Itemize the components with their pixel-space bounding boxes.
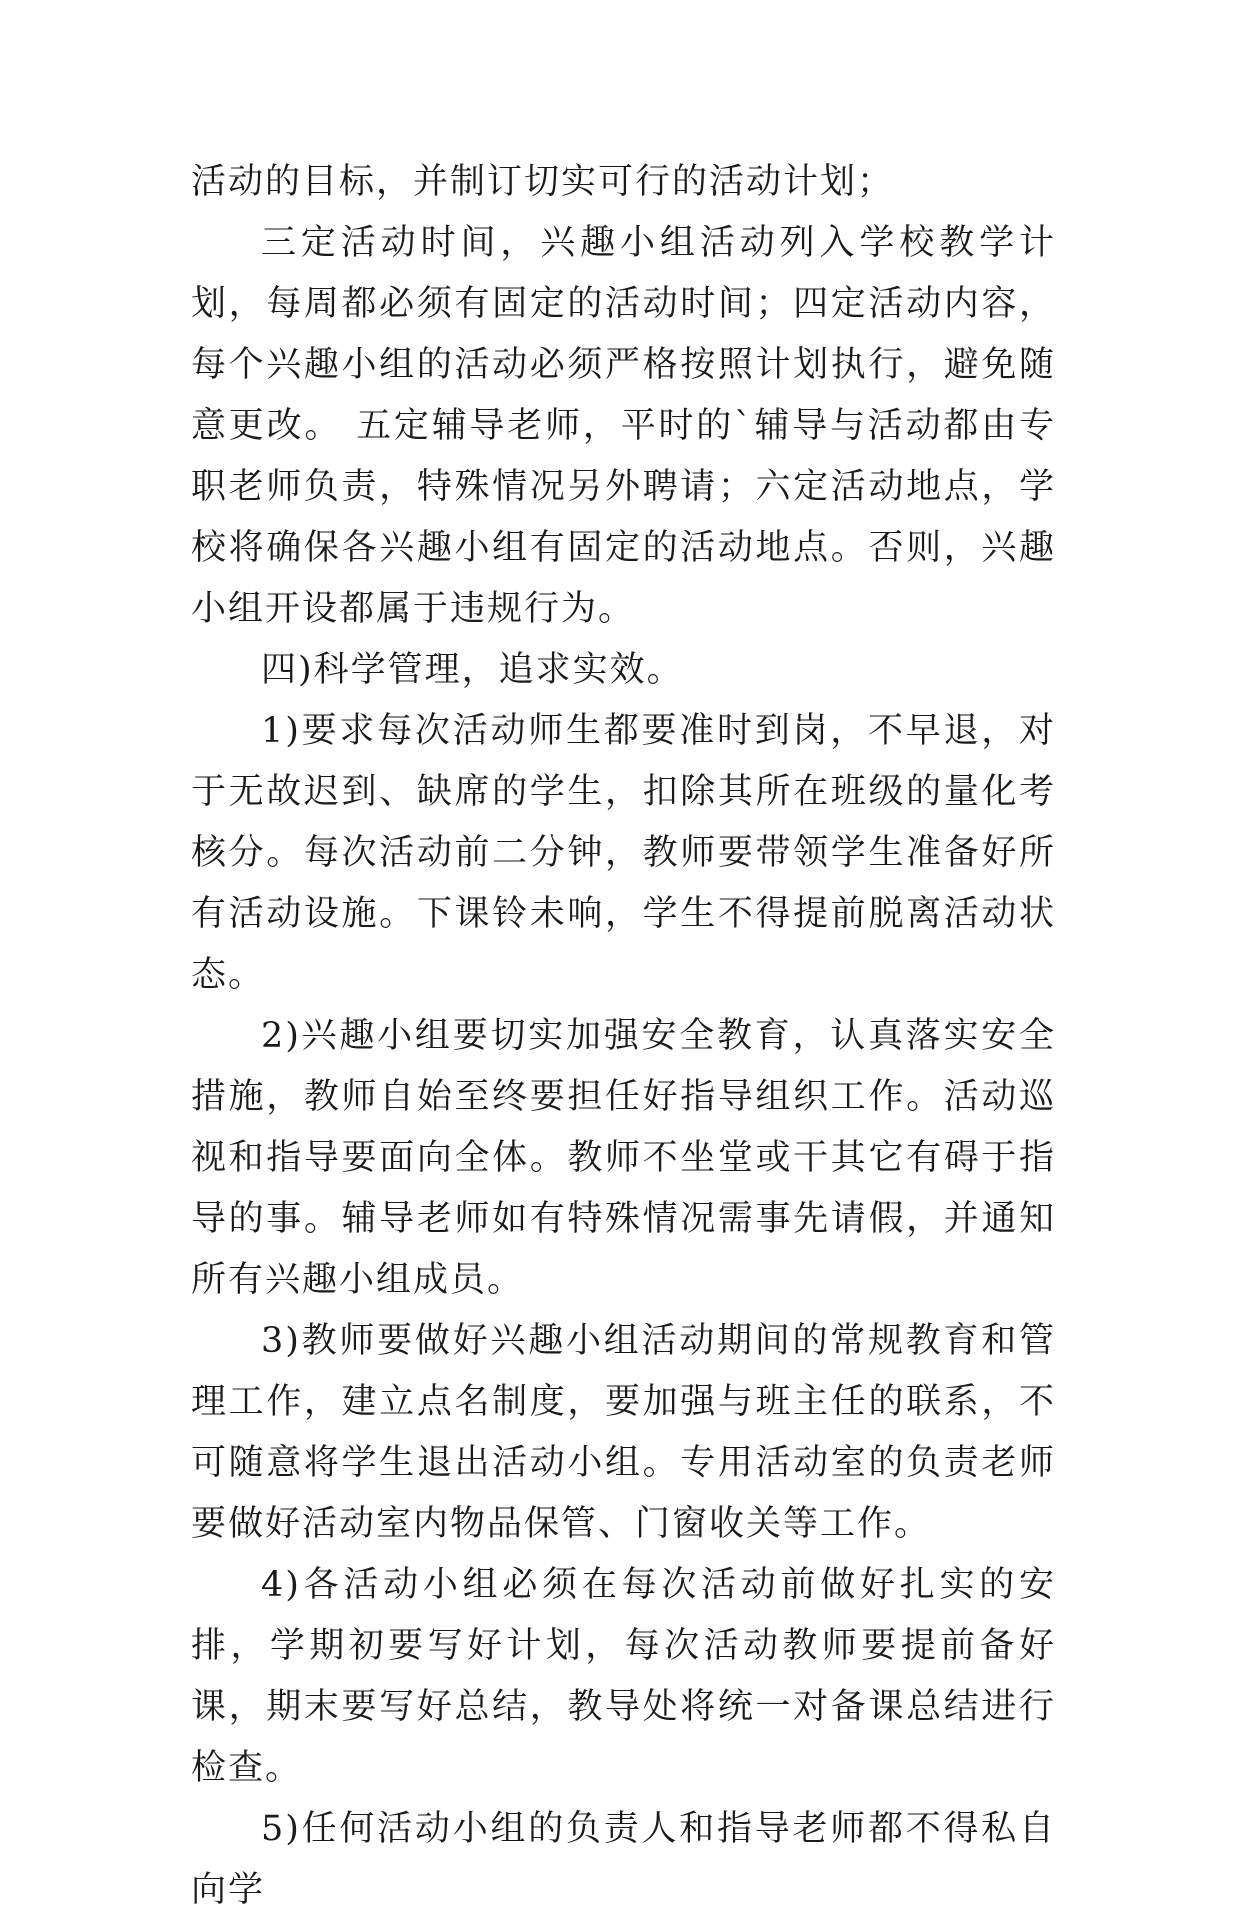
paragraph-8: 5)任何活动小组的负责人和指导老师都不得私自向学 [191,1809,1056,1910]
paragraph-3: 四)科学管理，追求实效。 [261,650,684,690]
paragraph-6: 3)教师要做好兴趣小组活动期间的常规教育和管理工作，建立点名制度，要加强与班主任的联系，不可随意将学生退出活动小组。专用活动室的负责老师要做好活动室内物品保管、门窗收关等工作。 [191,1321,1056,1544]
paragraph-1: 活动的目标，并制订切实可行的活动计划； [191,162,895,202]
paragraph-4: 1)要求每次活动师生都要准时到岗，不早退，对于无故迟到、缺席的学生，扣除其所在班级的量化考核分。每次活动前二分钟，教师要带领学生准备好所有活动设施。下课铃未响，学生不得提前脱离活动状态。 [191,711,1056,995]
paragraph-2: 三定活动时间，兴趣小组活动列入学校教学计划，每周都必须有固定的活动时间；四定活动内容，每个兴趣小组的活动必须严格按照计划执行，避免随意更改。 五定辅导老师，平时的`辅导与活动都由专职老师负责，特殊情况另外聘请；六定活动地点，学校将确保各兴趣小组有固定的活动地点。否则，兴趣小组开设都属于违规行为。 [191,223,1056,629]
document-body [191,152,1056,1921]
paragraph-5: 2)兴趣小组要切实加强安全教育，认真落实安全措施，教师自始至终要担任好指导组织工作。活动巡视和指导要面向全体。教师不坐堂或干其它有碍于指导的事。辅导老师如有特殊情况需事先请假，并通知所有兴趣小组成员。 [191,1016,1056,1300]
paragraph-7: 4)各活动小组必须在每次活动前做好扎实的安排，学期初要写好计划，每次活动教师要提前备好课，期末要写好总结，教导处将统一对备课总结进行检查。 [191,1565,1056,1788]
